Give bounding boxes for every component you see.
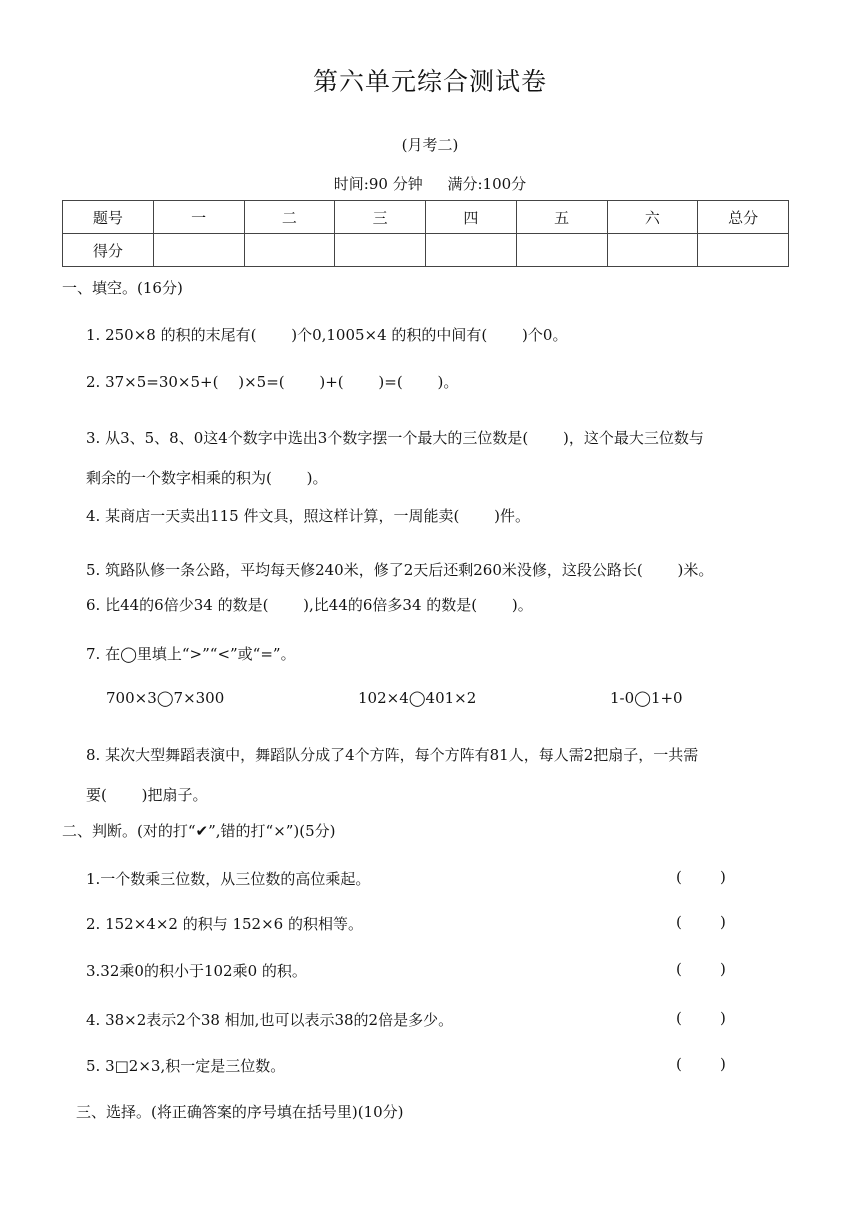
judge-item-2: 2. 152×4×2 的积与 152×6 的积相等。	[86, 915, 363, 933]
question-5: 5. 筑路队修一条公路，平均每天修240米，修了2天后还剩260米没修，这段公路长( )米。	[86, 561, 714, 579]
score-table-header-row	[63, 201, 789, 234]
section1-heading: 一、填空。(16分)	[62, 279, 183, 297]
header-cell: 总分	[698, 201, 789, 234]
score-cell[interactable]	[698, 234, 789, 267]
question-3-line2: 剩余的一个数字相乘的积为( )。	[86, 469, 328, 487]
header-cell: 一	[153, 201, 244, 234]
score-cell[interactable]	[335, 234, 426, 267]
header-cell: 六	[607, 201, 698, 234]
judge-item-3: 3.32乘0的积小于102乘0 的积。	[86, 962, 307, 980]
score-cell[interactable]	[516, 234, 607, 267]
paren-close: )	[720, 1009, 726, 1027]
question-8-line1: 8. 某次大型舞蹈表演中，舞蹈队分成了4个方阵，每个方阵有81人，每人需2把扇子，一共需	[86, 746, 699, 764]
question-3-line1: 3. 从3、5、8、0这4个数字中选出3个数字摆一个最大的三位数是( )，这个最大三位数与	[86, 429, 704, 447]
page-title: 第六单元综合测试卷	[312, 67, 547, 96]
answer-parens-1[interactable]	[676, 868, 764, 886]
header-cell: 五	[516, 201, 607, 234]
paren-open: (	[676, 960, 682, 978]
judge-item-1: 1.一个数乘三位数，从三位数的高位乘起。	[86, 870, 371, 888]
paren-close: )	[720, 960, 726, 978]
question-6: 6. 比44的6倍少34 的数是( ),比44的6倍多34 的数是( )。	[86, 596, 533, 614]
score-cell[interactable]	[244, 234, 335, 267]
paren-close: )	[720, 913, 726, 931]
question-2: 2. 37×5=30×5+( )×5=( )+( )=( )。	[86, 373, 459, 391]
score-row-label: 得分	[63, 234, 154, 267]
question-8-line2: 要( )把扇子。	[86, 786, 208, 804]
exam-info	[0, 173, 860, 194]
section3-heading: 三、选择。(将正确答案的序号填在括号里)(10分)	[76, 1103, 404, 1121]
answer-parens-3[interactable]	[676, 960, 764, 978]
score-cell[interactable]	[426, 234, 517, 267]
compare-item-2: 102×4◯401×2	[358, 689, 477, 707]
paren-open: (	[676, 868, 682, 886]
score-cell[interactable]	[153, 234, 244, 267]
answer-parens-5[interactable]	[676, 1055, 764, 1073]
time-info: 时间:90 分钟	[333, 175, 423, 193]
compare-item-3: 1-0◯1+0	[610, 689, 683, 707]
compare-item-1: 700×3◯7×300	[106, 689, 225, 707]
section2-heading: 二、判断。(对的打“✔”,错的打“×”)(5分)	[62, 822, 336, 840]
paren-open: (	[676, 1055, 682, 1073]
header-cell: 三	[335, 201, 426, 234]
score-table	[62, 200, 789, 267]
page-subtitle: (月考二)	[401, 136, 459, 154]
header-cell: 四	[426, 201, 517, 234]
paren-close: )	[720, 868, 726, 886]
score-table-score-row	[63, 234, 789, 267]
score-cell[interactable]	[607, 234, 698, 267]
header-cell: 题号	[63, 201, 154, 234]
judge-item-5: 5. 3□2×3,积一定是三位数。	[86, 1057, 286, 1075]
question-1: 1. 250×8 的积的末尾有( )个0,1005×4 的积的中间有( )个0。	[86, 326, 568, 344]
question-4: 4. 某商店一天卖出115 件文具，照这样计算，一周能卖( )件。	[86, 507, 530, 525]
answer-parens-2[interactable]	[676, 913, 764, 931]
full-score: 满分:100分	[447, 175, 527, 193]
question-7: 7. 在◯里填上“>”“<”或“=”。	[86, 645, 296, 663]
answer-parens-4[interactable]	[676, 1009, 764, 1027]
paren-open: (	[676, 1009, 682, 1027]
header-cell: 二	[244, 201, 335, 234]
paren-close: )	[720, 1055, 726, 1073]
judge-item-4: 4. 38×2表示2个38 相加,也可以表示38的2倍是多少。	[86, 1011, 454, 1029]
paren-open: (	[676, 913, 682, 931]
